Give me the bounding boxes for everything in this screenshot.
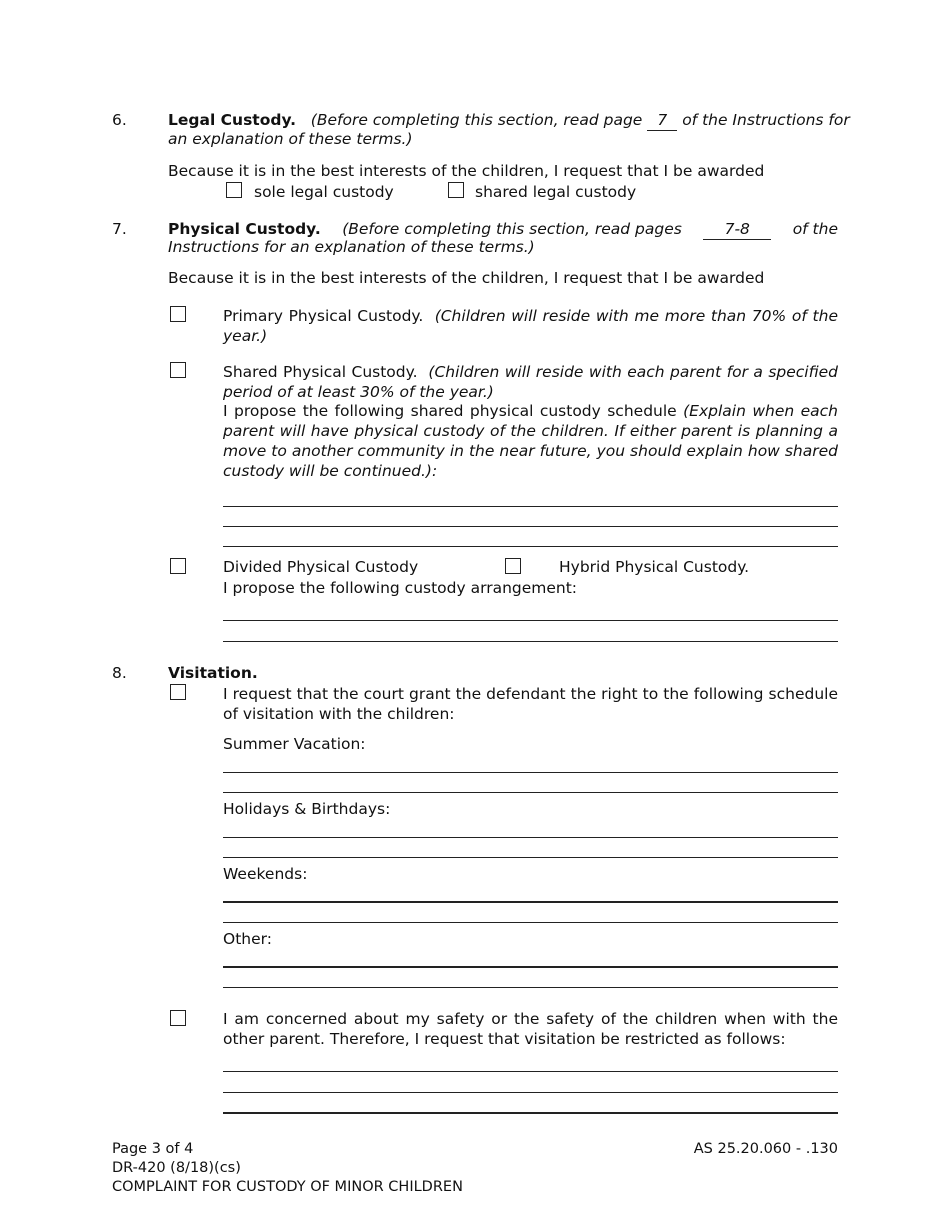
safety-restriction-checkbox[interactable] xyxy=(170,1010,186,1026)
summer-vacation-line-1[interactable] xyxy=(223,772,838,773)
footer-statute: AS 25.20.060 - .130 xyxy=(693,1141,838,1157)
safety-restriction-line-1[interactable] xyxy=(223,1071,838,1072)
shared-physical-custody-checkbox[interactable] xyxy=(170,362,186,378)
holidays-birthdays-line-2[interactable] xyxy=(223,857,838,858)
section-6-instruction-post: of the Instructions for xyxy=(682,111,850,129)
holidays-birthdays-line-1[interactable] xyxy=(223,837,838,838)
safety-restriction-line-3[interactable] xyxy=(223,1112,838,1114)
visitation-request: I request that the court grant the defendant the right to the following schedule of visitation with the children: xyxy=(223,685,838,723)
safety-restriction-request: I am concerned about my safety or the safety of the children when with the other parent. Therefore, I request that visitation be restricted as follows: xyxy=(223,1010,838,1048)
primary-physical-custody-text xyxy=(223,306,838,346)
section-6-instruction-pre: (Before completing this section, read page xyxy=(310,111,643,129)
weekends-label: Weekends: xyxy=(223,865,308,883)
section-6-request: Because it is in the best interests of the children, I request that I be awarded xyxy=(168,162,765,180)
section-6-instruction-line2: an explanation of these terms.) xyxy=(168,130,413,148)
summer-vacation-line-2[interactable] xyxy=(223,792,838,793)
primary-physical-custody-label: Primary Physical Custody. xyxy=(223,307,424,325)
shared-schedule-line-2[interactable] xyxy=(223,526,838,527)
shared-schedule-line-3[interactable] xyxy=(223,546,838,547)
custody-arrangement-line-2[interactable] xyxy=(223,641,838,642)
section-6-heading-line xyxy=(168,110,850,131)
section-6-heading: Legal Custody. xyxy=(168,111,297,129)
section-7-instruction-pre: (Before completing this section, read pages xyxy=(342,220,682,238)
hybrid-physical-custody-checkbox[interactable] xyxy=(505,558,521,574)
primary-physical-custody-checkbox[interactable] xyxy=(170,306,186,322)
hybrid-physical-custody-label: Hybrid Physical Custody. xyxy=(559,558,750,576)
sole-legal-custody-label: sole legal custody xyxy=(254,183,394,201)
section-7-instruction-post: of the xyxy=(792,220,838,238)
weekends-line-1[interactable] xyxy=(223,901,838,903)
primary-physical-custody-note: (Children will reside with me more than 70% of the year.) xyxy=(223,307,838,345)
shared-physical-custody-text xyxy=(223,362,838,402)
shared-legal-custody-checkbox[interactable] xyxy=(448,182,464,198)
summer-vacation-label: Summer Vacation: xyxy=(223,735,366,753)
section-7-page-ref: 7-8 xyxy=(703,219,771,240)
section-7-instruction-line2: Instructions for an explanation of these terms.) xyxy=(168,238,535,256)
section-7-heading: Physical Custody. xyxy=(168,220,321,238)
shared-physical-custody-label: Shared Physical Custody. xyxy=(223,363,418,381)
shared-schedule-explain: (Explain when each parent will have physical custody of the children. If either parent is planning a move to another community in the near future, you should explain how shared custody will be continued.): xyxy=(223,402,838,480)
section-8-number: 8. xyxy=(112,664,127,682)
sole-legal-custody-checkbox[interactable] xyxy=(226,182,242,198)
footer-form-title: COMPLAINT FOR CUSTODY OF MINOR CHILDREN xyxy=(112,1179,463,1195)
other-label: Other: xyxy=(223,930,272,948)
shared-physical-custody-note: (Children will reside with each parent for a specified period of at least 30% of the year.) xyxy=(223,363,838,401)
shared-schedule-propose: I propose the following shared physical custody schedule xyxy=(223,402,677,420)
shared-schedule-line-1[interactable] xyxy=(223,506,838,507)
other-line-1[interactable] xyxy=(223,966,838,968)
divided-physical-custody-label: Divided Physical Custody xyxy=(223,558,419,576)
holidays-birthdays-label: Holidays & Birthdays: xyxy=(223,800,391,818)
divided-physical-custody-checkbox[interactable] xyxy=(170,558,186,574)
section-8-heading: Visitation. xyxy=(168,664,258,682)
section-6-number: 6. xyxy=(112,111,127,129)
shared-legal-custody-label: shared legal custody xyxy=(475,183,637,201)
section-7-request: Because it is in the best interests of the children, I request that I be awarded xyxy=(168,269,765,287)
other-line-2[interactable] xyxy=(223,987,838,988)
footer-form-id: DR-420 (8/18)(cs) xyxy=(112,1160,241,1176)
safety-restriction-line-2[interactable] xyxy=(223,1092,838,1093)
section-7-number: 7. xyxy=(112,220,127,238)
weekends-line-2[interactable] xyxy=(223,922,838,923)
custody-arrangement-line-1[interactable] xyxy=(223,620,838,621)
custody-arrangement-prompt: I propose the following custody arrangement: xyxy=(223,579,578,597)
footer-page-number: Page 3 of 4 xyxy=(112,1141,194,1157)
shared-schedule-text xyxy=(223,401,838,481)
visitation-schedule-checkbox[interactable] xyxy=(170,684,186,700)
section-6-page-ref: 7 xyxy=(647,110,677,131)
